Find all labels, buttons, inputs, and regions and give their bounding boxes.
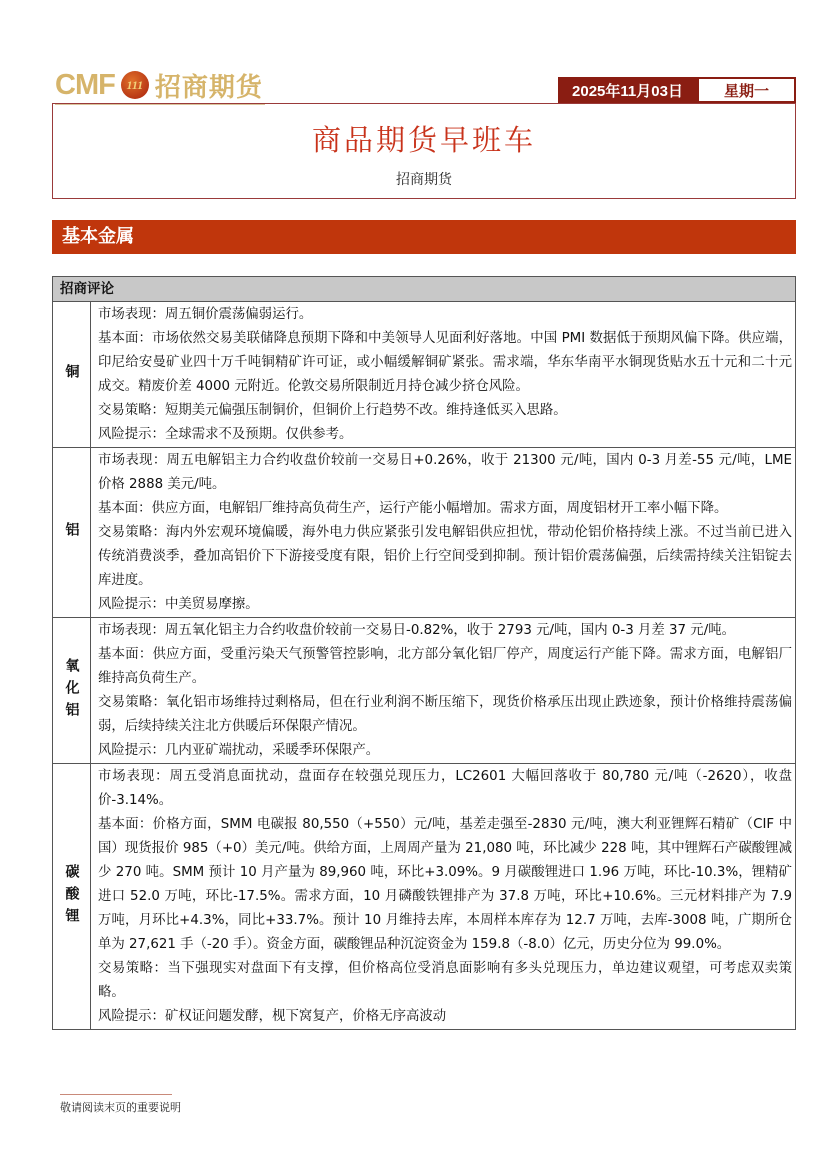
commentary-cell — [91, 618, 795, 763]
commentary-paragraph: 市场表现：周五受消息面扰动，盘面存在较强兑现压力，LC2601 大幅回落收于 80,780 元/吨（-2620），收盘价-3.14%。 — [98, 769, 792, 808]
table-header: 招商评论 — [53, 277, 795, 302]
title-box — [52, 103, 796, 199]
commentary-paragraph: 市场表现：周五氧化铝主力合约收盘价较前一交易日-0.82%，收于 2793 元/吨，国内 0-3 月差 37 元/吨。 — [98, 623, 735, 638]
table-row — [53, 618, 795, 764]
commentary-table — [52, 276, 796, 1030]
commentary-paragraph: 交易策略：氧化铝市场维持过剩格局，但在行业利润不断压缩下，现货价格承压出现止跌迹象，预计价格维持震荡偏弱，后续持续关注北方供暖后环保限产情况。 — [98, 695, 792, 734]
logo-cn-text: 招商期货 — [154, 72, 263, 103]
section-title: 基本金属 — [52, 220, 796, 254]
commentary-paragraph: 风险提示：矿权证问题发酵，枧下窝复产，价格无序高波动 — [98, 1009, 447, 1024]
commentary-paragraph: 基本面：供应方面，受重污染天气预警管控影响，北方部分氧化铝厂停产，周度运行产能下降。需求方面，电解铝厂维持高负荷生产。 — [98, 647, 792, 686]
commentary-paragraph: 基本面：供应方面，电解铝厂维持高负荷生产，运行产能小幅增加。需求方面，周度铝材开工率小幅下降。 — [98, 501, 728, 516]
logo-badge-icon: 111 — [121, 71, 149, 99]
commodity-label: 碳酸锂 — [53, 764, 91, 1029]
page-title: 商品期货早班车 — [311, 123, 536, 157]
commentary-paragraph: 风险提示：中美贸易摩擦。 — [98, 597, 259, 612]
commentary-cell — [91, 764, 795, 1029]
commentary-paragraph: 风险提示：几内亚矿端扰动，采暖季环保限产。 — [98, 743, 380, 758]
commentary-paragraph: 市场表现：周五电解铝主力合约收盘价较前一交易日+0.26%，收于 21300 元/吨，国内 0-3 月差-55 元/吨，LME 价格 2888 美元/吨。 — [98, 453, 792, 492]
report-weekday: 星期一 — [697, 77, 796, 103]
commentary-paragraph: 交易策略：当下强现实对盘面下有支撑，但价格高位受消息面影响有多头兑现压力，单边建议观望，可考虑双卖策略。 — [98, 961, 792, 1000]
commentary-paragraph: 交易策略：短期美元偏强压制铜价，但铜价上行趋势不改。维持逢低买入思路。 — [98, 403, 567, 418]
commentary-paragraph: 市场表现：周五铜价震荡偏弱运行。 — [98, 307, 313, 322]
commodity-label: 铝 — [53, 448, 91, 617]
report-date: 2025年11月03日 — [558, 77, 697, 103]
page-subtitle: 招商期货 — [396, 172, 452, 188]
commentary-paragraph: 风险提示：全球需求不及预期。仅供参考。 — [98, 427, 353, 442]
commentary-paragraph: 基本面：市场依然交易美联储降息预期下降和中美领导人见面利好落地。中国 PMI 数据低于预期风偏下降。供应端，印尼给安曼矿业四十万千吨铜精矿许可证，或小幅缓解铜矿紧张。需求端，华东华南平水铜现货贴水五十元和二十元成交。精废价差 4000 元附近。伦敦交易所限制近月持仓减少挤仓风险。 — [98, 331, 792, 394]
commodity-label: 氧化铝 — [53, 618, 91, 763]
footer-divider — [60, 1094, 172, 1095]
commentary-paragraph: 交易策略：海内外宏观环境偏暖，海外电力供应紧张引发电解铝供应担忧，带动伦铝价格持续上涨。不过当前已进入传统消费淡季，叠加高铝价下下游接受度有限，铝价上行空间受到抑制。预计铝价震荡偏强，后续需持续关注铝锭去库进度。 — [98, 525, 792, 588]
commodity-label: 铜 — [53, 302, 91, 447]
commentary-cell — [91, 448, 795, 617]
commentary-paragraph: 基本面：价格方面，SMM 电碳报 80,550（+550）元/吨，基差走强至-2830 元/吨，澳大利亚锂辉石精矿（CIF 中国）现货报价 985（+0）美元/吨。供给方面，上周周产量为 21,080 吨，环比减少 228 吨，其中锂辉石产碳酸锂减少 270 吨。SMM 预计 10 月产量为 89,960 吨，环比+3.09%。9 月碳酸锂进口 1.96 万吨，环比-10.3%，锂精矿进口 52.0 万吨，环比-17.5%。需求方面，10 月磷酸铁锂排产为 37.8 万吨，环比+10.6%。三元材料排产为 7.9 万吨，月环比+4.3%，同比+33.7%。预计 10 月维持去库，本周样本库存为 12.7 万吨，去库-3008 吨，广期所仓单为 27,621 手（-20 手）。资金方面，碳酸锂品种沉淀资金为 159.8（-8.0）亿元，历史分位为 99.0%。 — [98, 817, 792, 952]
table-row — [53, 448, 795, 618]
table-row — [53, 302, 795, 448]
company-logo — [55, 68, 263, 102]
footer-note: 敬请阅读末页的重要说明 — [60, 1101, 181, 1114]
table-row — [53, 764, 795, 1029]
commentary-cell — [91, 302, 795, 447]
logo-cmf-text: CMF — [55, 68, 115, 101]
